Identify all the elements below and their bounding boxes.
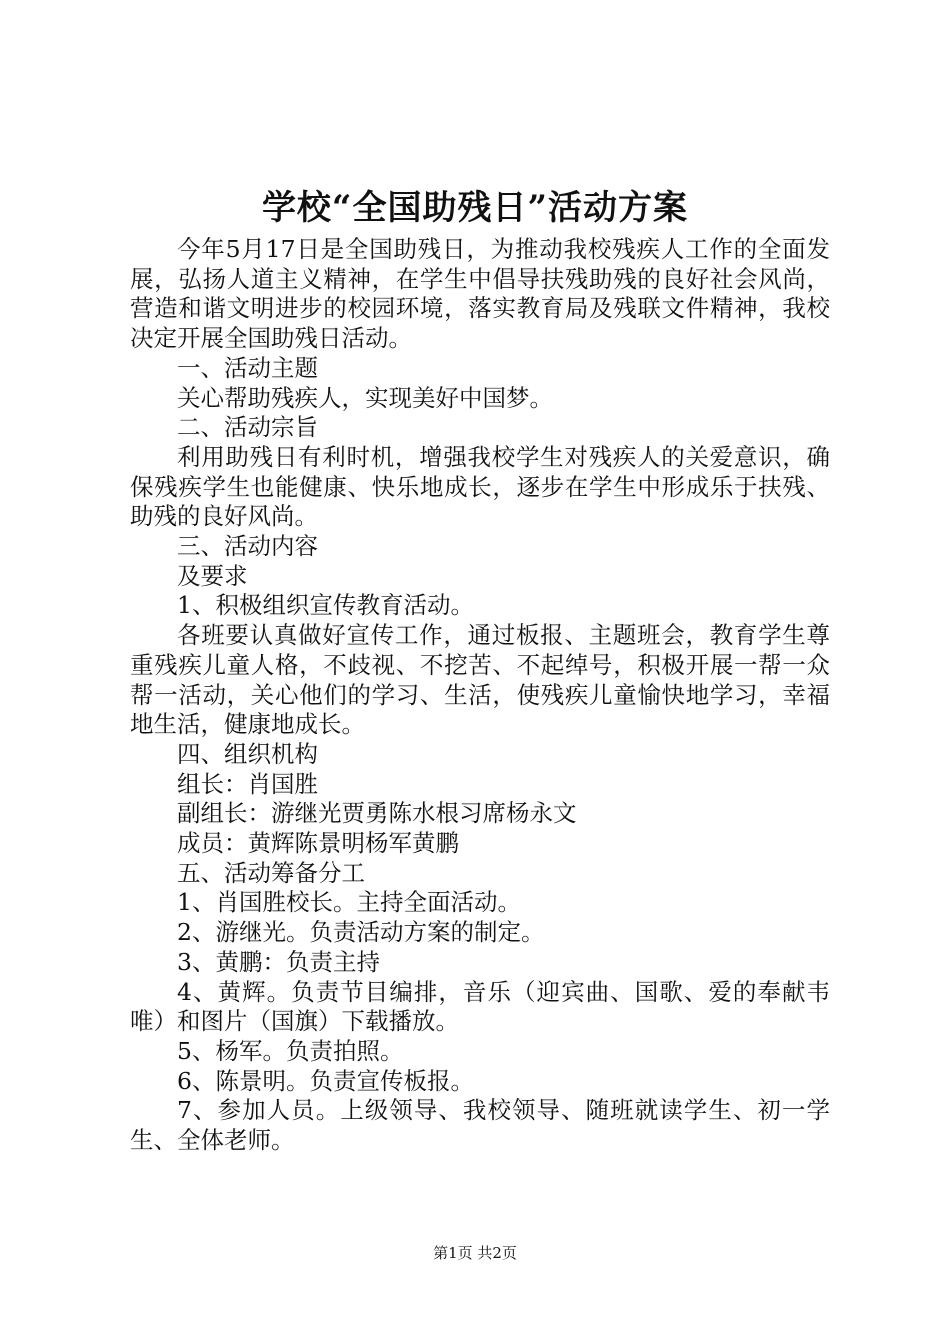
division-item-2: 2、游继光。负责活动方案的制定。 bbox=[177, 918, 545, 947]
heading-requirements: 及要求 bbox=[177, 561, 248, 590]
paragraph-purpose: 利用助残日有利时机，增强我校学生对残疾人的关爱意识，确保残疾学生也能健康、快乐地成长，逐步在学生中形成乐于扶残、助残的良好风尚。 bbox=[130, 442, 830, 531]
document-body bbox=[130, 235, 830, 1156]
heading-theme: 一、活动主题 bbox=[177, 353, 318, 382]
division-item-7: 7、参加人员。上级领导、我校领导、随班就读学生、初一学生、全体老师。 bbox=[130, 1096, 830, 1155]
paragraph-publicity: 各班要认真做好宣传工作，通过板报、主题班会，教育学生尊重残疾儿童人格，不歧视、不挖苦、不起绰号，积极开展一帮一众帮一活动，关心他们的学习、生活，使残疾儿童愉快地学习，幸福地生活，健康地成长。 bbox=[130, 621, 830, 739]
org-deputy-leaders: 副组长：游继光贾勇陈水根习席杨永文 bbox=[177, 799, 577, 828]
item-publicity: 1、积极组织宣传教育活动。 bbox=[177, 591, 474, 620]
paragraph-intro: 今年5月17日是全国助残日，为推动我校残疾人工作的全面发展，弘扬人道主义精神，在学生中倡导扶残助残的良好社会风尚，营造和谐文明进步的校园环境，落实教育局及残联文件精神，我校决定开展全国助残日活动。 bbox=[130, 235, 830, 353]
heading-organization: 四、组织机构 bbox=[177, 739, 318, 768]
division-item-1: 1、肖国胜校长。主持全面活动。 bbox=[177, 888, 521, 917]
page-number-footer: 第1页 共2页 bbox=[433, 1244, 517, 1262]
org-leader: 组长：肖国胜 bbox=[177, 769, 318, 798]
document-title: 学校“全国助残日”活动方案 bbox=[261, 188, 689, 228]
heading-purpose: 二、活动宗旨 bbox=[177, 413, 318, 442]
heading-division: 五、活动筹备分工 bbox=[177, 858, 365, 887]
division-item-5: 5、杨军。负责拍照。 bbox=[177, 1036, 404, 1065]
division-item-4: 4、黄辉。负责节目编排，音乐（迎宾曲、国歌、爱的奉献韦唯）和图片（国旗）下载播放。 bbox=[130, 977, 830, 1036]
division-item-6: 6、陈景明。负责宣传板报。 bbox=[177, 1066, 474, 1095]
division-item-3: 3、黄鹏：负责主持 bbox=[177, 947, 380, 976]
org-members: 成员：黄辉陈景明杨军黄鹏 bbox=[177, 829, 459, 858]
paragraph-theme: 关心帮助残疾人，实现美好中国梦。 bbox=[177, 383, 553, 412]
heading-content: 三、活动内容 bbox=[177, 532, 318, 561]
